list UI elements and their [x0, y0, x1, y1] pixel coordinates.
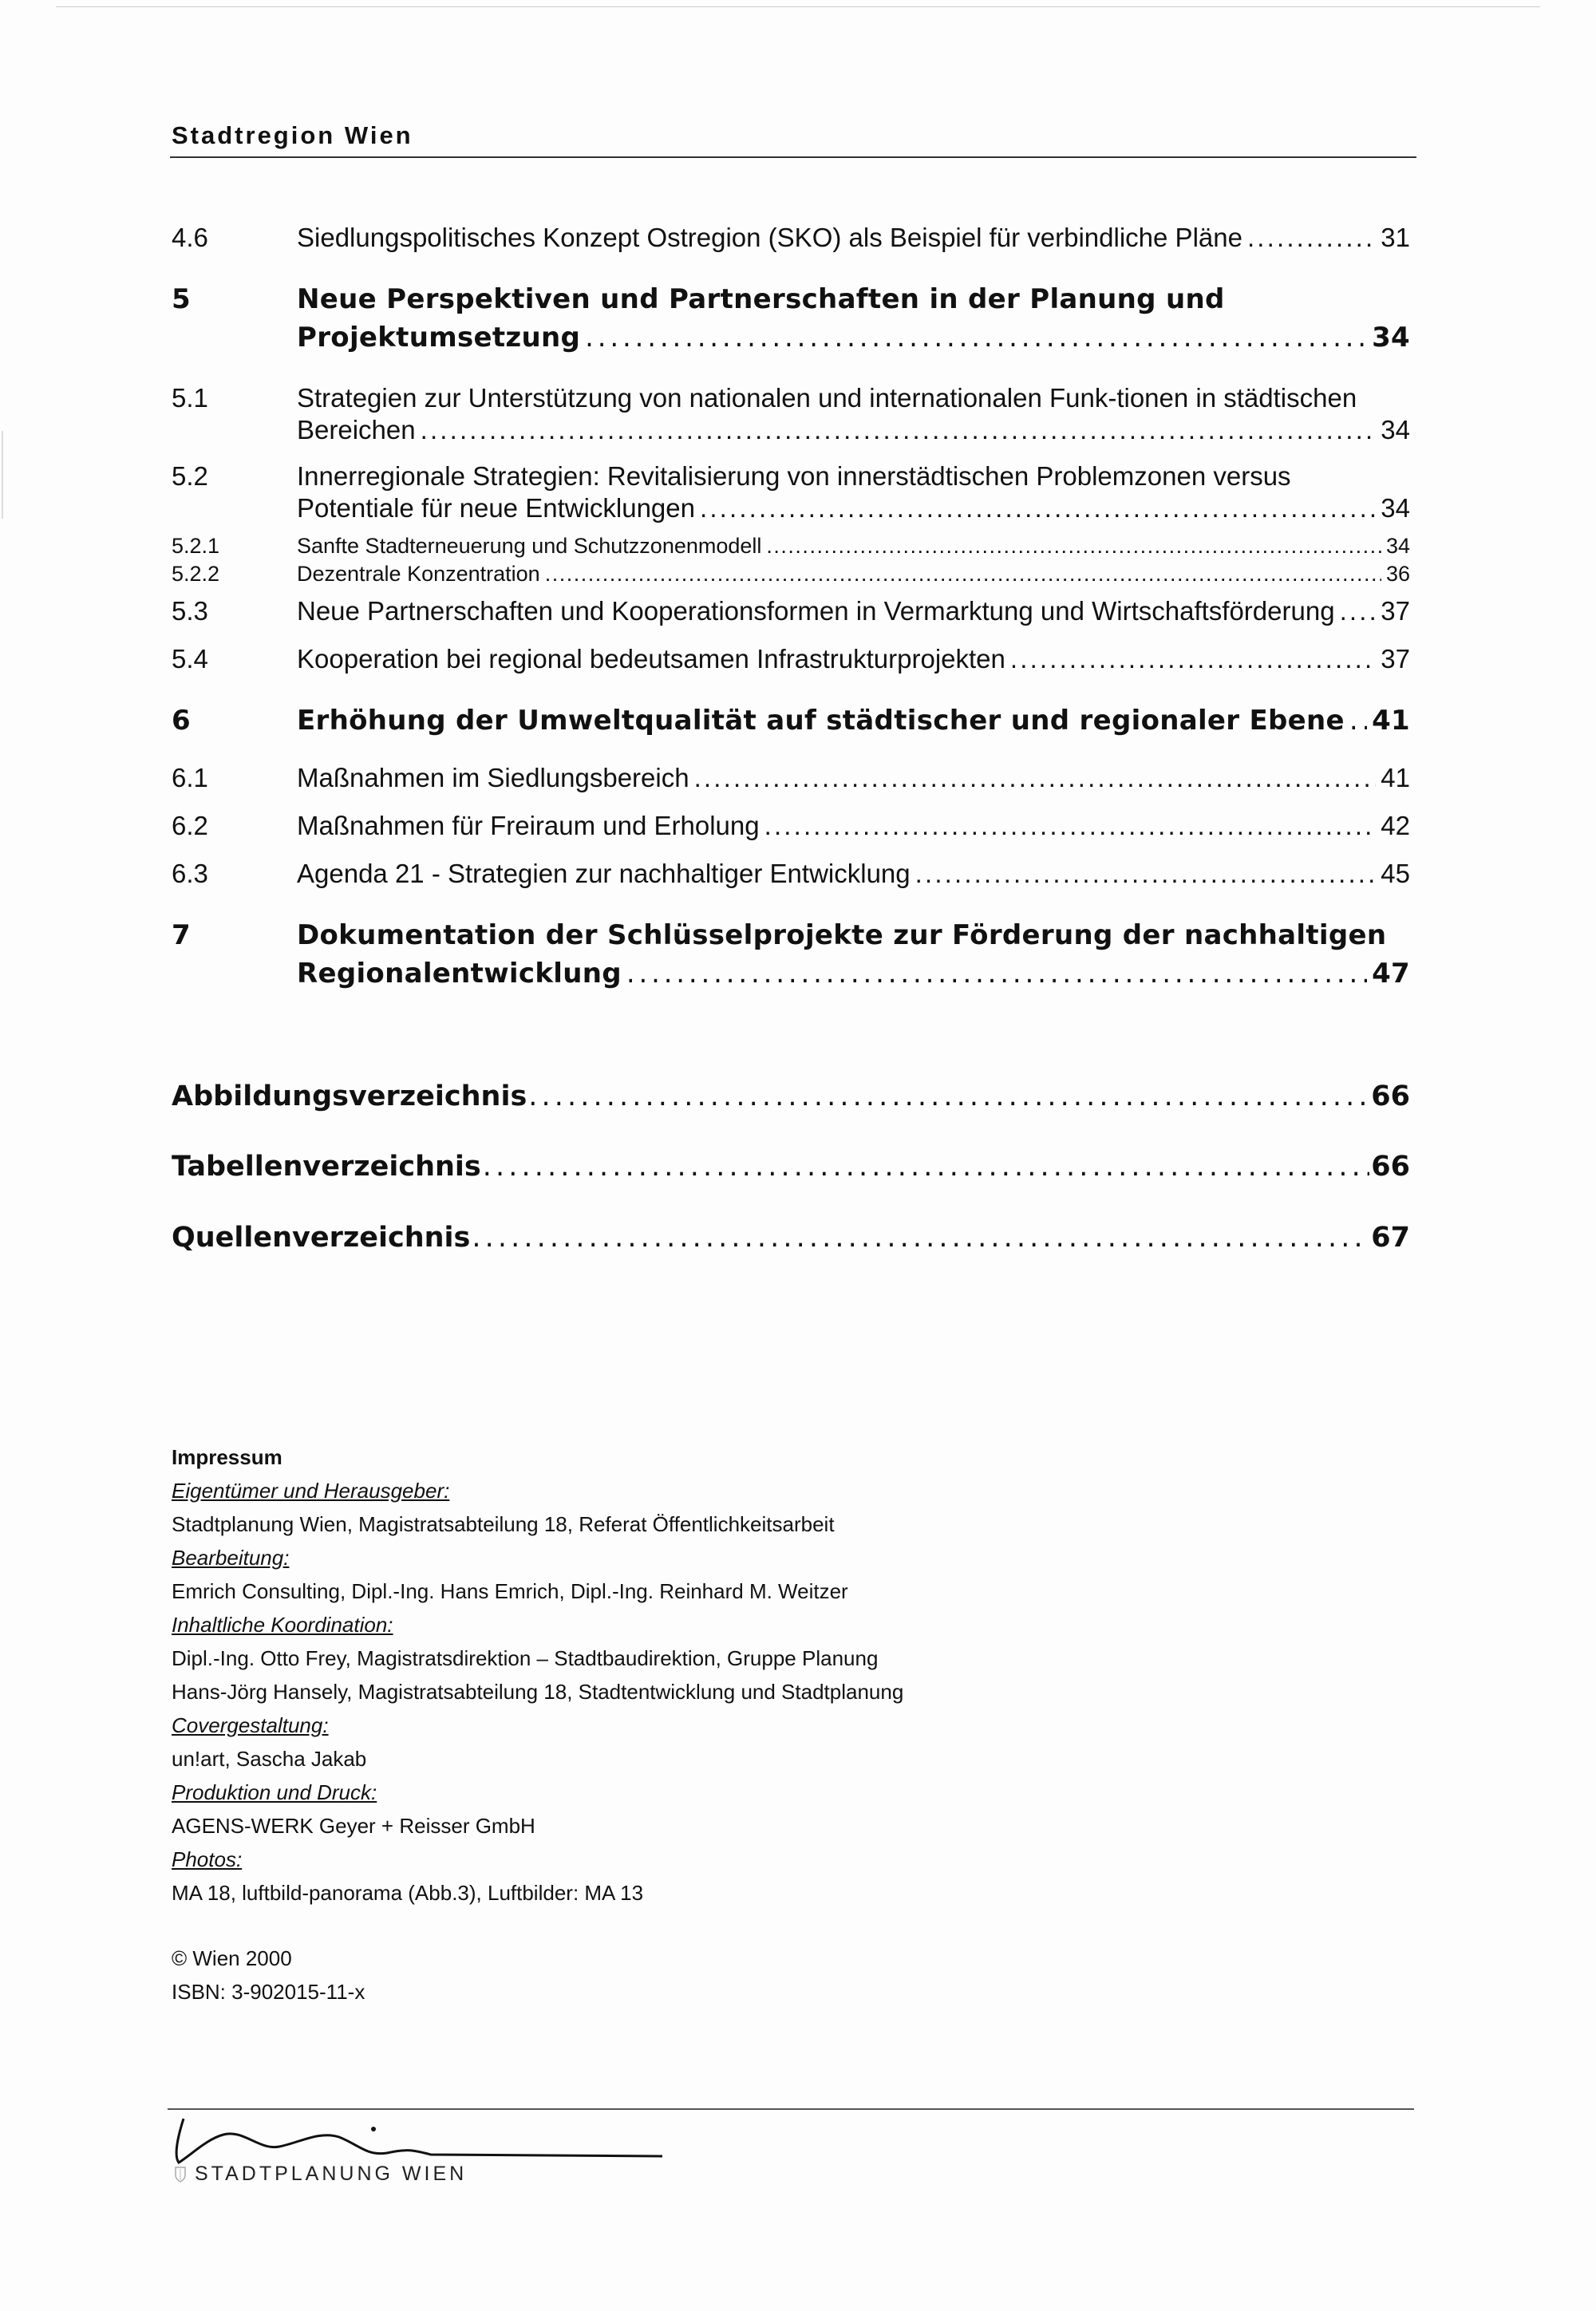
dot-leader	[421, 414, 1377, 446]
toc-number: 6	[172, 705, 191, 737]
toc-title: Dezentrale Konzentration	[297, 562, 540, 586]
toc-number: 7	[172, 919, 191, 951]
toc-page: 66	[1371, 1080, 1410, 1112]
toc-page: 66	[1371, 1151, 1410, 1183]
dot-leader	[585, 318, 1367, 357]
toc-title: Maßnahmen im Siedlungsbereich	[297, 763, 689, 792]
editing-label: Bearbeitung:	[172, 1546, 290, 1570]
toc-title: Quellenverzeichnis	[172, 1222, 471, 1254]
owner-value: Stadtplanung Wien, Magistratsabteilung 18, Referat Öffentlichkeitsarbeit	[172, 1512, 835, 1536]
coordination-value-2: Hans-Jörg Hansely, Magistratsabteilung 18, Stadtentwicklung und Stadtplanung	[172, 1680, 904, 1704]
toc-title: Agenda 21 - Strategien zur nachhaltiger Entwicklung	[297, 859, 911, 888]
toc-number: 4.6	[172, 223, 208, 252]
toc-number: 5.4	[172, 644, 208, 674]
toc-page: 47	[1372, 958, 1410, 990]
toc-title-line-1: Innerregionale Strategien: Revitalisierung von innerstädtischen Problemzonen versus	[297, 461, 1291, 491]
footer-logo	[174, 2163, 467, 2186]
toc-title: Tabellenverzeichnis	[172, 1151, 481, 1183]
toc-page: 37	[1381, 596, 1410, 626]
toc-page: 34	[1372, 322, 1410, 354]
toc-page: 34	[1385, 534, 1410, 558]
photos-label: Photos:	[172, 1847, 243, 1871]
dot-leader	[694, 762, 1377, 794]
toc-title: Neue Partnerschaften und Kooperationsformen in Vermarktung und Wirtschaftsförderung	[297, 596, 1335, 626]
toc-title-line-2: Potentiale für neue Entwicklungen	[297, 493, 695, 523]
toc-number: 6.3	[172, 859, 208, 888]
toc-title: Abbildungsverzeichnis	[172, 1080, 527, 1112]
print-value: AGENS-WERK Geyer + Reisser GmbH	[172, 1814, 535, 1838]
dot-leader	[626, 954, 1367, 993]
dot-leader	[766, 532, 1381, 559]
page-top-edge	[56, 6, 1540, 7]
scan-margin-mark	[2, 431, 6, 519]
owner-label: Eigentümer und Herausgeber:	[172, 1479, 450, 1503]
toc-title: Maßnahmen für Freiraum und Erholung	[297, 811, 760, 840]
print-label: Produktion und Druck:	[172, 1780, 377, 1804]
toc-title: Kooperation bei regional bedeutsamen Infrastrukturprojekten	[297, 644, 1005, 674]
toc-page: 42	[1381, 811, 1410, 840]
toc-title: Erhöhung der Umweltqualität auf städtischer und regionaler Ebene	[297, 705, 1345, 737]
cover-label: Covergestaltung:	[172, 1713, 329, 1737]
city-crest-icon	[174, 2166, 187, 2183]
toc-title-line-2: Bereichen	[297, 415, 416, 444]
toc-page: 34	[1381, 493, 1410, 523]
toc-title-line-2: Regionalentwicklung	[297, 958, 622, 990]
copyright: © Wien 2000	[172, 1946, 292, 1970]
toc-number: 6.1	[172, 763, 208, 792]
toc-page: 36	[1385, 562, 1410, 586]
dot-leader	[1340, 595, 1377, 627]
toc-page: 41	[1372, 705, 1410, 737]
dot-leader	[483, 1148, 1370, 1186]
toc-page: 34	[1381, 415, 1410, 444]
toc-number: 5.1	[172, 383, 208, 413]
editing-value: Emrich Consulting, Dipl.-Ing. Hans Emrich, Dipl.-Ing. Reinhard M. Weitzer	[172, 1579, 848, 1603]
toc-title-line-1: Strategien zur Unterstützung von nationalen und internationalen Funk-tionen in städtischen	[297, 383, 1357, 413]
photos-value: MA 18, luftbild-panorama (Abb.3), Luftbilder: MA 13	[172, 1881, 644, 1905]
dot-leader	[528, 1077, 1369, 1116]
toc-page: 31	[1381, 223, 1410, 252]
coordination-label: Inhaltliche Koordination:	[172, 1613, 393, 1637]
toc-number: 5.2.1	[172, 534, 220, 558]
running-header-title: Stadtregion Wien	[172, 121, 413, 149]
toc-title-line-1: Dokumentation der Schlüsselprojekte zur Förderung der nachhaltigen	[297, 919, 1387, 951]
toc-title-line-2: Projektumsetzung	[297, 322, 581, 354]
dot-leader	[1247, 222, 1376, 254]
coordination-value-1: Dipl.-Ing. Otto Frey, Magistratsdirektion – Stadtbaudirektion, Gruppe Planung	[172, 1646, 879, 1670]
dot-leader	[1010, 643, 1376, 675]
header-divider	[170, 156, 1416, 158]
dot-leader	[700, 492, 1376, 524]
toc-title: Siedlungspolitisches Konzept Ostregion (SKO) als Beispiel für verbindliche Pläne	[297, 223, 1242, 252]
toc-page: 45	[1381, 859, 1410, 888]
footer-logo-text: STADTPLANUNG WIEN	[195, 2163, 468, 2185]
toc-title: Sanfte Stadterneuerung und Schutzzonenmodell	[297, 534, 762, 558]
toc-number: 5.2.2	[172, 562, 220, 586]
toc-page: 67	[1371, 1222, 1410, 1254]
cover-value: un!art, Sascha Jakab	[172, 1747, 367, 1771]
toc-number: 5.3	[172, 596, 208, 626]
toc-title-line-1: Neue Perspektiven und Partnerschaften in der Planung und	[297, 283, 1225, 315]
dot-leader	[545, 560, 1381, 587]
isbn: ISBN: 3-902015-11-x	[172, 1980, 365, 2004]
toc-page: 37	[1381, 644, 1410, 674]
imprint-section	[172, 1440, 1209, 2009]
dot-leader	[915, 858, 1377, 890]
toc-number: 5.2	[172, 461, 208, 491]
imprint-heading: Impressum	[172, 1445, 282, 1469]
toc-page: 41	[1381, 763, 1410, 792]
dot-leader	[472, 1219, 1369, 1257]
dot-leader	[764, 810, 1377, 842]
dot-leader	[1349, 701, 1367, 740]
toc-number: 5	[172, 283, 191, 315]
toc-number: 6.2	[172, 811, 208, 840]
